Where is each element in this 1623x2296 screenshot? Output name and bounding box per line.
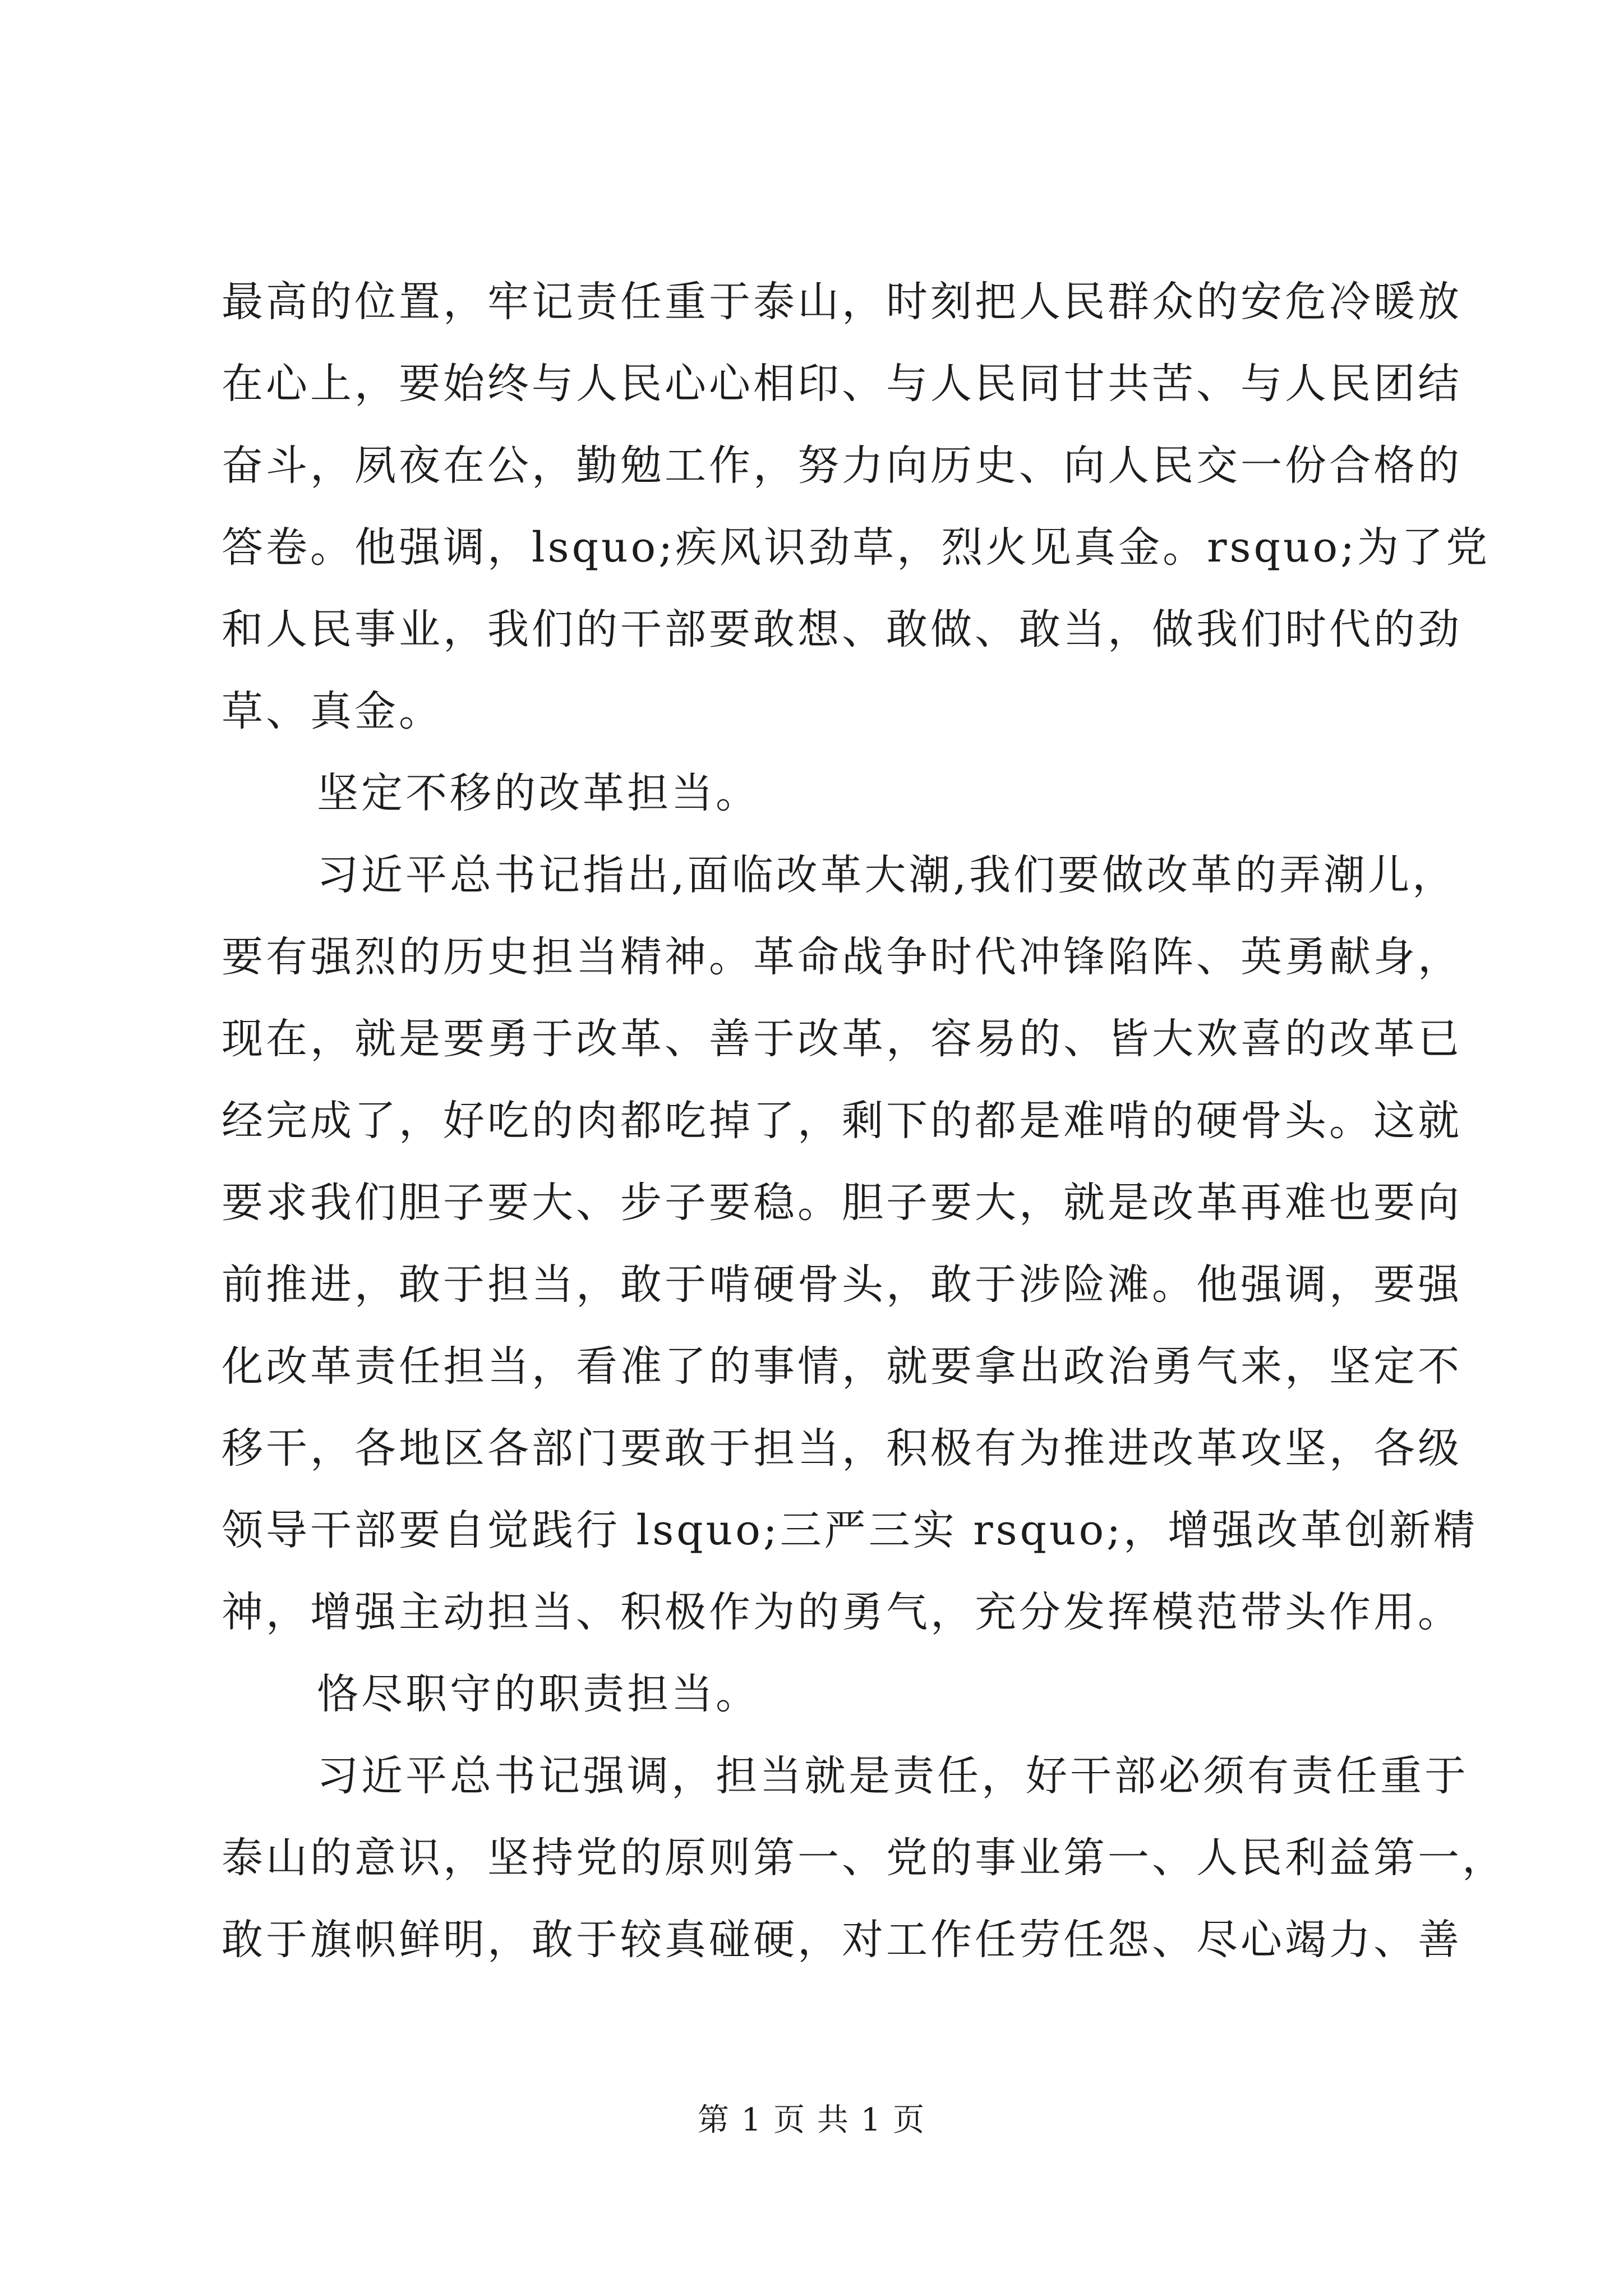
text-line: 要有强烈的历史担当精神。革命战争时代冲锋陷阵、英勇献身， xyxy=(222,933,1462,981)
text-line: 泰山的意识，坚持党的原则第一、党的事业第一、人民利益第一， xyxy=(222,1834,1506,1882)
text-line: 和人民事业，我们的干部要敢想、敢做、敢当，做我们时代的劲 xyxy=(222,605,1462,654)
text-line: 领导干部要自觉践行 lsquo;三严三实 rsquo;，增强改革创新精 xyxy=(222,1506,1478,1554)
text-line: 前推进，敢于担当，敢于啃硬骨头，敢于涉险滩。他强调，要强 xyxy=(222,1260,1462,1309)
text-line: 敢于旗帜鲜明，敢于较真碰硬，对工作任劳任怨、尽心竭力、善 xyxy=(222,1916,1462,1964)
text-line: 奋斗，夙夜在公，勤勉工作，努力向历史、向人民交一份合格的 xyxy=(222,441,1462,490)
page-footer: 第 1 页 共 1 页 xyxy=(697,2102,926,2138)
section-heading: 恪尽职守的职责担当。 xyxy=(317,1670,760,1718)
text-line: 经完成了，好吃的肉都吃掉了，剩下的都是难啃的硬骨头。这就 xyxy=(222,1097,1462,1145)
text-line: 化改革责任担当，看准了的事情，就要拿出政治勇气来，坚定不 xyxy=(222,1342,1462,1391)
text-line: 习近平总书记指出,面临改革大潮,我们要做改革的弄潮儿， xyxy=(317,851,1457,899)
text-line: 答卷。他强调，lsquo;疾风识劲草，烈火见真金。rsquo;为了党 xyxy=(222,523,1491,572)
text-line: 最高的位置，牢记责任重于泰山，时刻把人民群众的安危冷暖放 xyxy=(222,278,1462,326)
text-line: 草、真金。 xyxy=(222,687,443,735)
body-text xyxy=(222,261,1506,1981)
text-line: 移干，各地区各部门要敢于担当，积极有为推进改革攻坚，各级 xyxy=(222,1424,1462,1473)
text-line: 习近平总书记强调，担当就是责任，好干部必须有责任重于 xyxy=(317,1752,1469,1800)
text-line: 神，增强主动担当、积极作为的勇气，充分发挥模范带头作用。 xyxy=(222,1588,1462,1636)
section-heading: 坚定不移的改革担当。 xyxy=(317,769,760,817)
text-line: 要求我们胆子要大、步子要稳。胆子要大，就是改革再难也要向 xyxy=(222,1179,1462,1227)
text-line: 现在，就是要勇于改革、善于改革，容易的、皆大欢喜的改革已 xyxy=(222,1015,1462,1063)
text-line: 在心上，要始终与人民心心相印、与人民同甘共苦、与人民团结 xyxy=(222,360,1462,408)
